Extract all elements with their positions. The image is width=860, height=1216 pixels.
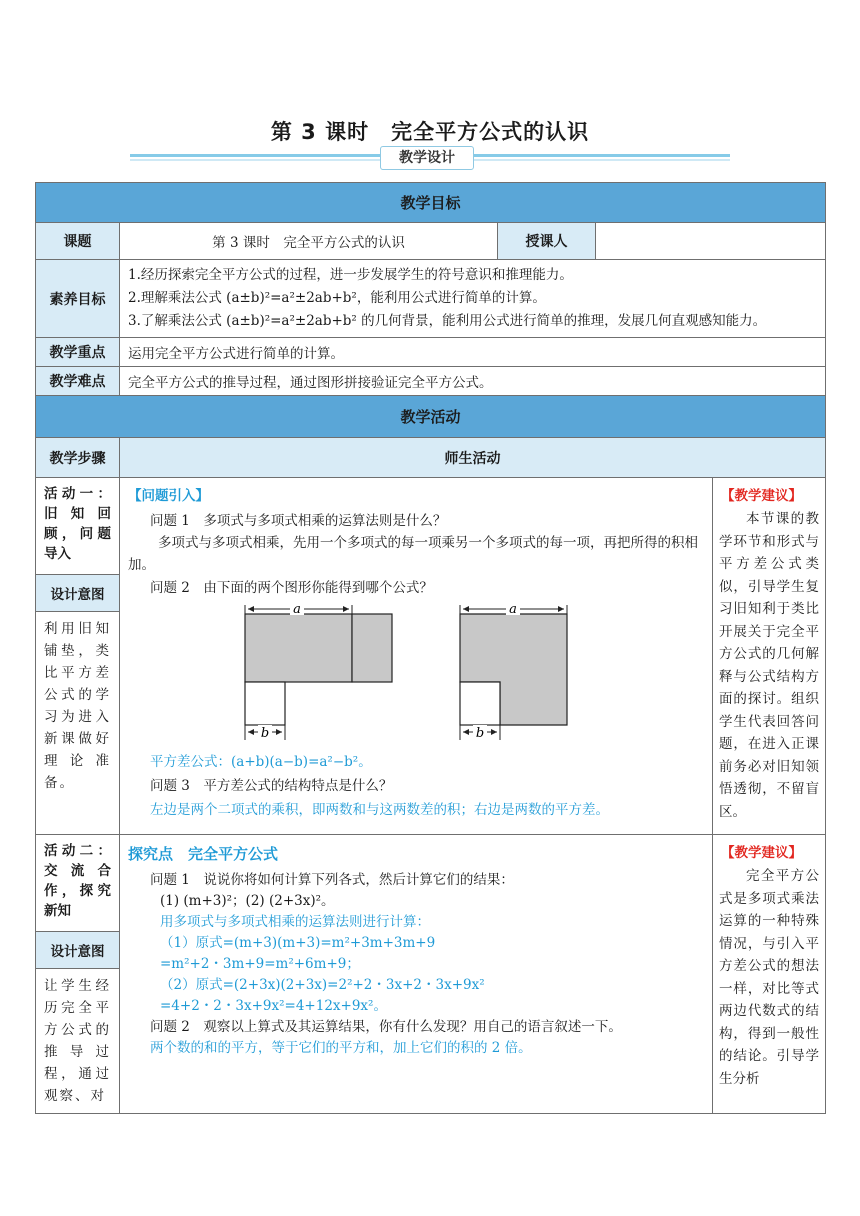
act2-items: (1) (m+3)²；(2) (2+3x)²。 (160, 893, 335, 909)
act2-design-label: 设计意图 (36, 931, 119, 969)
banner (130, 146, 730, 168)
act2-left (36, 835, 120, 1114)
act2-name: 活动二：交流合作，探究新知 (44, 843, 111, 919)
act1-design-label: 设计意图 (36, 574, 119, 612)
key-label: 教学重点 (36, 338, 120, 367)
act2-q2: 问题 2 观察以上算式及其运算结果，你有什么发现？用自己的语言叙述一下。 (150, 1019, 622, 1035)
teacher-value (596, 223, 826, 260)
activity-label: 师生活动 (120, 438, 826, 478)
steps-label: 教学步骤 (36, 438, 120, 478)
act1-a2: 平方差公式：(a+b)(a−b)=a²−b²。 (150, 754, 372, 770)
act2-main (120, 835, 713, 1114)
act1-advice-label: 【教学建议】 (721, 488, 802, 504)
geometry-figures (120, 600, 680, 750)
act2-a2: 两个数的和的平方，等于它们的平方和，加上它们的积的 2 倍。 (150, 1040, 532, 1056)
act1-advice-text: 本节课的教学环节和形式与平方差公式类似，引导学生复习旧知利于类比开展关于完全平方公式的几何解释与公式结构方面的探讨。组织学生代表回答问题，在进入正课前务必对旧知领悟透彻，不留盲区。 (719, 511, 819, 820)
figure-right-b-label: b (475, 726, 485, 741)
act1-a1: 多项式与多项式相乘，先用一个多项式的每一项乘另一个多项式的每一项，再把所得的积相加。 (128, 535, 698, 573)
topic-value: 第 3 课时 完全平方公式的认识 (120, 223, 498, 260)
act2-advice (713, 835, 826, 1114)
act1-q1: 问题 1 多项式与多项式相乘的运算法则是什么？ (150, 513, 447, 529)
act1-a3: 左边是两个二项式的乘积，即两数和与这两数差的积；右边是两数的平方差。 (150, 802, 609, 818)
act2-step2a: （2）原式=(2+3x)(2+3x)=2²+2・3x+2・3x+9x² (160, 977, 485, 993)
page-title: 第 3 课时 完全平方公式的认识 (270, 120, 590, 144)
act1-section: 【问题引入】 (128, 488, 209, 504)
banner-tag: 教学设计 (380, 146, 474, 170)
literacy-item: 1.经历探索完全平方公式的过程，进一步发展学生的符号意识和推理能力。 (128, 267, 573, 283)
act1-main (120, 478, 713, 835)
figure-left-a-label: a (293, 602, 301, 617)
act2-step1a: （1）原式=(m+3)(m+3)=m²+3m+3m+9 (160, 935, 436, 951)
act2-advice-text: 完全平方公式是多项式乘法运算的一种特殊情况，与引入平方差公式的想法一样，对比等式两边代数式的结构，得到一般性的结论。引导学生分析 (719, 868, 819, 1087)
act1-left (36, 478, 120, 835)
act1-advice (713, 478, 826, 835)
act1-name: 活动一：旧知回顾，问题导入 (44, 486, 111, 562)
activities-header: 教学活动 (36, 396, 826, 438)
act2-q1: 问题 1 说说你将如何计算下列各式，然后计算它们的结果： (150, 872, 514, 888)
topic-label: 课题 (36, 223, 120, 260)
act2-intent: 让学生经历完全平方公式的推导过程，通过观察、对 (44, 978, 111, 1104)
literacy-goals (120, 260, 826, 338)
act2-advice-label: 【教学建议】 (721, 845, 802, 861)
literacy-item: 3.了解乘法公式 (a±b)²=a²±2ab+b² 的几何背景，能利用公式进行简单的推理，发展几何直观感知能力。 (128, 313, 767, 329)
figure-right (460, 601, 567, 741)
teacher-label: 授课人 (498, 223, 596, 260)
act2-method: 用多项式与多项式相乘的运算法则进行计算： (160, 914, 430, 930)
act2-step1b: =m²+2・3m+9=m²+6m+9； (160, 956, 360, 972)
act1-q2: 问题 2 由下面的两个图形你能得到哪个公式？ (150, 580, 433, 596)
figure-right-a-label: a (509, 602, 517, 617)
difficulty-label: 教学难点 (36, 367, 120, 396)
act1-q3: 问题 3 平方差公式的结构特点是什么？ (150, 778, 393, 794)
lesson-table (35, 182, 826, 1114)
literacy-item: 2.理解乘法公式 (a±b)²=a²±2ab+b²，能利用公式进行简单的计算。 (128, 290, 546, 306)
figure-left-b-label: b (260, 726, 270, 741)
act2-section: 探究点 完全平方公式 (128, 845, 279, 863)
key-value: 运用完全平方公式进行简单的计算。 (120, 338, 826, 367)
goals-header: 教学目标 (36, 183, 826, 223)
act2-step2b: =4+2・2・3x+9x²=4+12x+9x²。 (160, 998, 387, 1014)
difficulty-value: 完全平方公式的推导过程，通过图形拼接验证完全平方公式。 (120, 367, 826, 396)
figure-left (245, 601, 392, 741)
literacy-label: 素养目标 (36, 260, 120, 338)
act1-intent: 利用旧知铺垫，类比平方差公式的学习为进入新课做好理论准备。 (44, 621, 111, 791)
